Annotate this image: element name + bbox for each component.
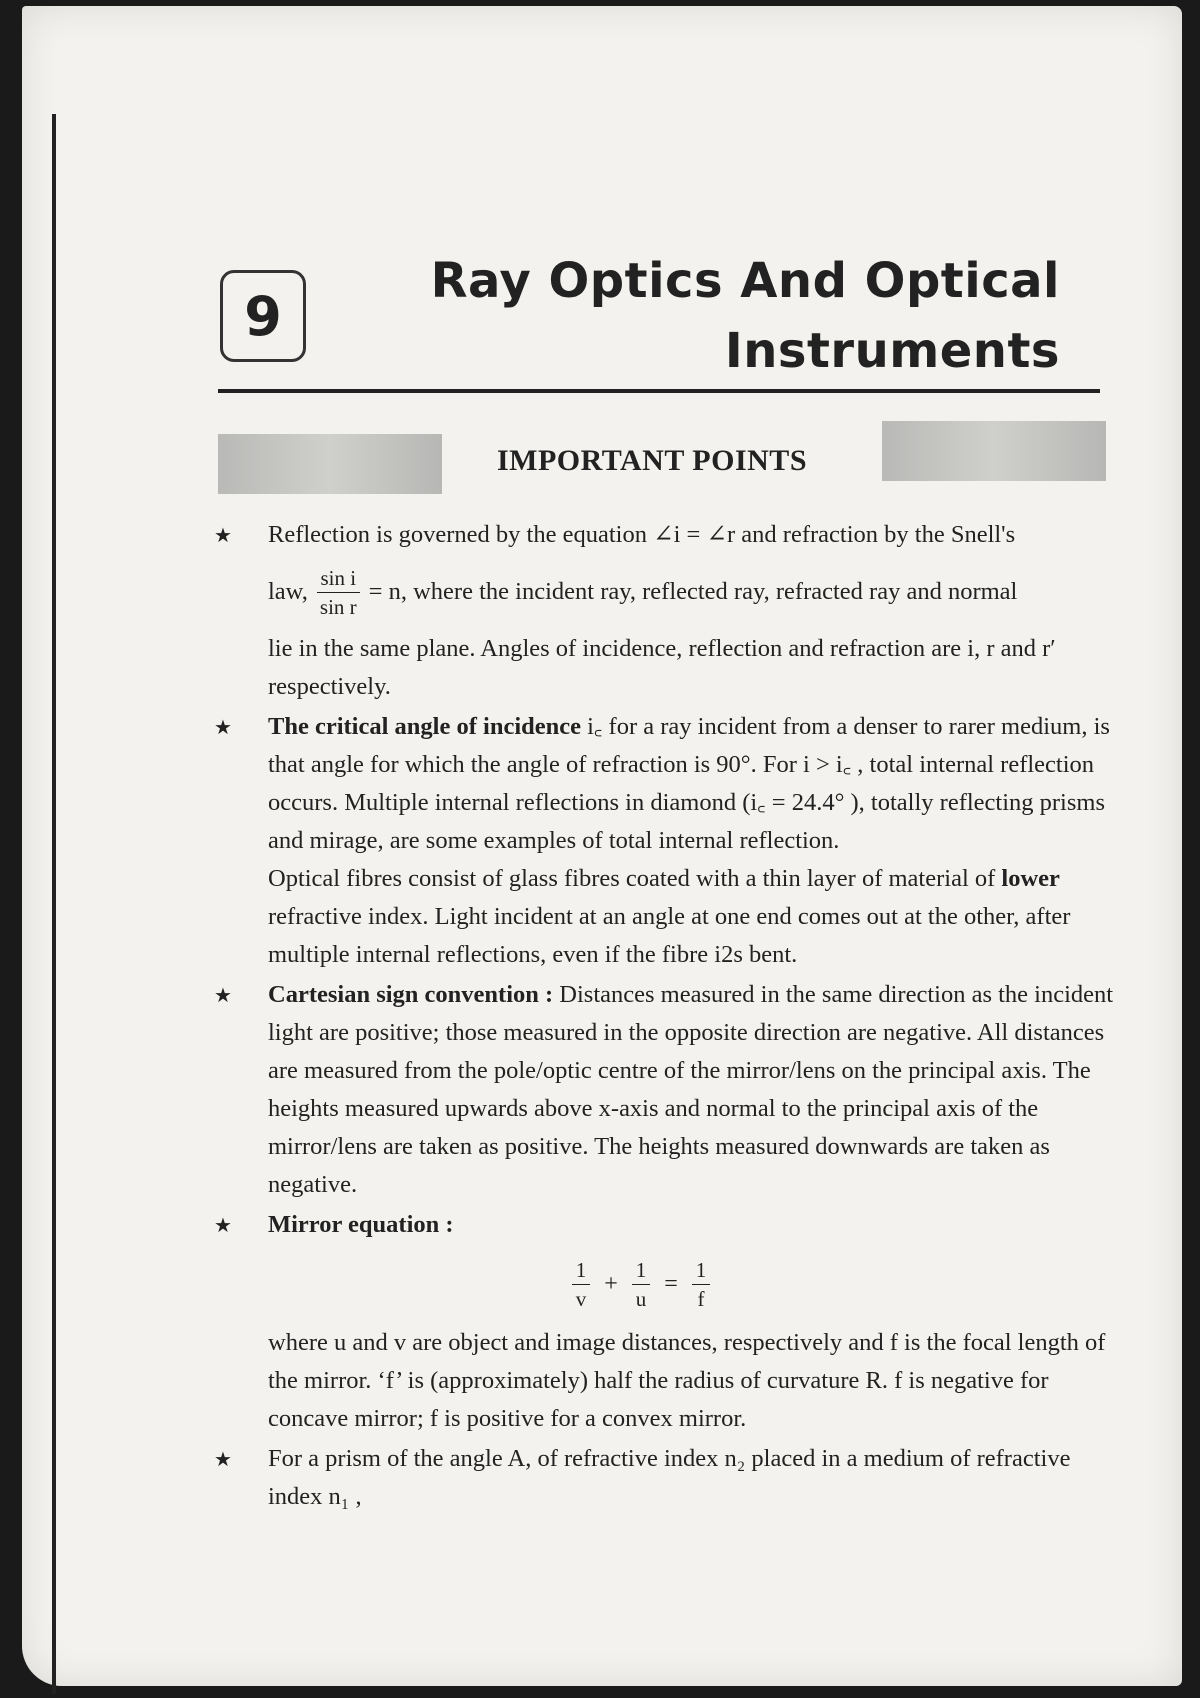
- fraction-denominator: sin r: [319, 594, 357, 619]
- fraction-1-over-f: [692, 1256, 711, 1313]
- point-mirror-equation: [214, 1206, 1114, 1438]
- important-points-list: [214, 516, 1114, 1518]
- point-text: Optical fibres consist of glass fibres coated with a thin layer of material of: [268, 865, 996, 892]
- section-heading: IMPORTANT POINTS: [496, 444, 808, 477]
- page-edge-rule: [52, 114, 56, 1694]
- fraction-numerator: 1: [692, 1256, 711, 1285]
- fraction-numerator: 1: [572, 1256, 591, 1285]
- point-text: refractive index. Light incident at an angle at one end comes out at the other, after multiple internal reflections, even if the fibre i2s bent.: [268, 903, 1071, 968]
- fraction-numerator: 1: [632, 1256, 651, 1285]
- heading-decoration-right: [882, 421, 1106, 481]
- fraction-numerator: sin i: [317, 564, 361, 593]
- emphasis-text: lower: [1001, 865, 1060, 892]
- fraction-1-over-v: [572, 1256, 591, 1313]
- point-text: = n, where the incident ray, reflected ray, refracted ray and normal: [368, 578, 1018, 605]
- chapter-title-line-1: Ray Optics And Optical: [430, 253, 1060, 309]
- point-reflection: [214, 516, 1114, 706]
- point-text: For a prism of the angle A, of refractive index n₂ placed in a medium of refractive index n₁ ,: [268, 1445, 1071, 1510]
- snell-law-line: [268, 554, 1114, 630]
- point-prism: [214, 1440, 1114, 1516]
- snell-fraction: [316, 564, 361, 621]
- chapter-number-badge: 9: [220, 270, 306, 362]
- point-heading: Mirror equation :: [268, 1211, 454, 1238]
- star-bullet-icon: ★: [214, 715, 232, 739]
- chapter-title-line-2: Instruments: [724, 323, 1060, 379]
- plus-sign: +: [604, 1271, 618, 1297]
- star-bullet-icon: ★: [214, 983, 232, 1007]
- fraction-1-over-u: [632, 1256, 651, 1313]
- mirror-equation: [168, 1244, 1114, 1324]
- point-text: lie in the same plane. Angles of incidence, reflection and refraction are i, r and r′ respectively.: [268, 635, 1056, 700]
- point-text: Distances measured in the same direction as the incident light are positive; those measured in the opposite direction are negative. All distances are measured from the pole/optic centre of the mirror/lens on the principal axis. The heights measured upwards above x-axis and normal to the principal axis of the mirror/lens are taken as positive. The heights measured downwards are taken as negative.: [268, 981, 1114, 1198]
- point-text: where u and v are object and image distances, respectively and f is the focal length of the mirror. ‘f’ is (approximately) half the radius of curvature R. f is negative for concave mirror; f is positive for a convex mirror.: [268, 1329, 1106, 1432]
- point-text: i꜀ for a ray incident from a denser to rarer medium, is that angle for which the angle of refraction is 90°. For i > i꜀ , total internal reflection occurs. Multiple internal reflections in diamond (i꜀ = 24.4° ), totally reflecting prisms and mirage, are some examples of total internal reflection.: [268, 713, 1110, 854]
- title-divider: [218, 389, 1100, 393]
- point-text: Reflection is governed by the equation ∠i = ∠r and refraction by the Snell's: [268, 521, 1016, 548]
- point-critical-angle: [214, 708, 1114, 974]
- star-bullet-icon: ★: [214, 523, 232, 547]
- fraction-denominator: u: [635, 1286, 647, 1311]
- point-heading: Cartesian sign convention :: [268, 981, 554, 1008]
- book-page: [22, 6, 1182, 1686]
- point-sign-convention: [214, 976, 1114, 1204]
- star-bullet-icon: ★: [214, 1213, 232, 1237]
- chapter-title: [360, 246, 1060, 386]
- law-label: law,: [268, 578, 308, 605]
- star-bullet-icon: ★: [214, 1447, 232, 1471]
- point-heading: The critical angle of incidence: [268, 713, 581, 740]
- equals-sign: =: [664, 1271, 678, 1297]
- fraction-denominator: v: [575, 1286, 587, 1311]
- fraction-denominator: f: [697, 1286, 705, 1311]
- heading-decoration-left: [218, 434, 442, 494]
